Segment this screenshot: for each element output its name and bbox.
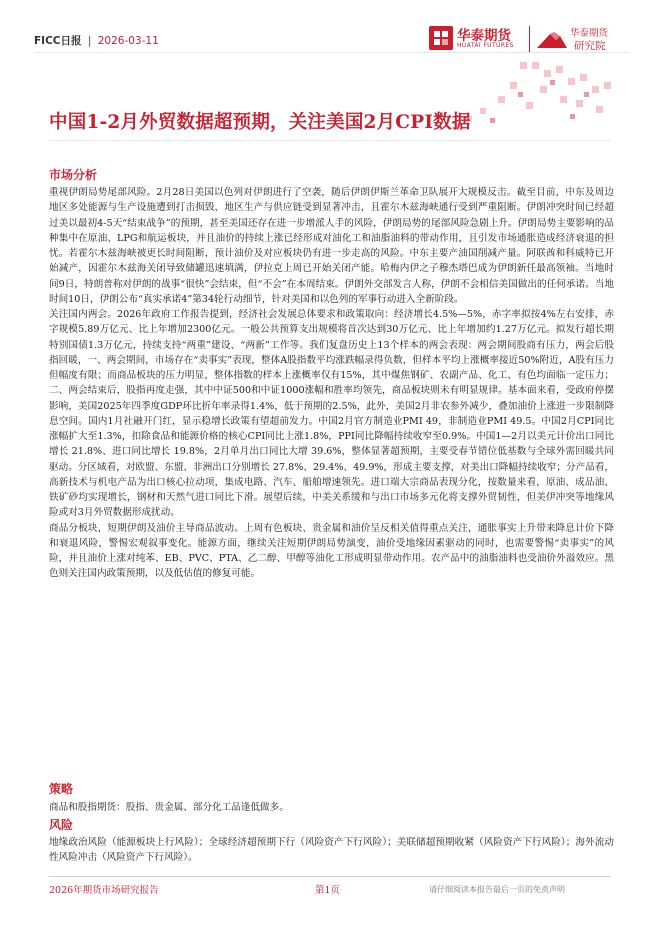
mountain-logo-icon — [536, 28, 568, 54]
analysis-heading: 市场分析 — [49, 168, 98, 182]
analysis-paragraph: 关注国内两会。2026年政府工作报告提到，经济社会发展总体要求和政策取向：经济增长4.5%—5%，赤字率拟按4%左右安排，赤字规模5.89万亿元、比上年增加2300亿元。一般公共预算支出规模将首次达到30万亿元、比上年增加约1.27万亿元。拟发行超长期特别国债1.3万亿元，持续支持“两重”建设、“两新”工作等。我们复盘历史上13个样本的两会表现：两会期间股商有压力，两会后股指回暖，一、两会期间，市场存在“卖事实”表现，整体A股指数平均涨跌幅录得负数，但样本平均上涨概率接近50%附近，A股有压力但幅度有限；而商品板块的压力明显，整体指数的样本上涨概率仅有15%，其中煤焦钢矿、农副产品、化工、有色均面临一定压力；二、两会结束后，股指再度走强，其中中证500和中证1000涨幅和胜率均领先，商品板块则未有明显规律。基本面来看，受政府停摆影响，美国2025年四季度GDP环比折年率录得1.4%，低于预期的2.5%，此外，美国2月非农参外减少，叠加油价上涨进一步限制降息空间。国内1月社融开门红，显示稳增长政策有望超前发力。中国2月官方制造业PMI 49，非制造业PMI 49.5。中国2月CPI同比涨幅扩大至1.3%，扣除食品和能源价格的核心CPI同比上涨1.8%，PPI同比降幅持续收窄至0.9%。中国1—2月以美元计价出口同比增长 21.8%、进口同比增长 19.8%，2月单月出口同比大增 39.6%，整体显著超预期，主要受春节错位低基数与全球外需回暖共同驱动。分区域看，对欧盟、东盟、非洲出口分别增长 27.8%、29.4%、49.9%，形成主要支撑，对美出口降幅持续收窄；分产品看，高新技术与机电产品为出口核心拉动项，集成电路、汽车、船舶增速领先。进口端大宗商品表现分化，按数量来看，原油、成品油、铁矿砂均实现增长，钢材和天然气进口同比下滑。展望后续，中美关系缓和与出口市场多元化将支撑外贸韧性，但美伊冲突等地缘风险或对3月外贸数据形成扰动。 — [49, 309, 614, 519]
report-title: 中国1-2月外贸数据超预期，关注美国2月CPI数据 — [49, 112, 471, 133]
institute-name-line2: 研究院 — [574, 40, 606, 52]
logo-divider — [529, 26, 530, 52]
institute-name-line1: 华泰期货 — [570, 28, 609, 39]
analysis-paragraph: 重视伊朗局势尾部风险。2月28日美国以色列对伊朗进行了空袭，随后伊朗伊斯兰革命卫队展开大规模反击。截至目前，中东及周边地区多处能源与生产设施遭到打击损毁，地区生产与供应链受到显著冲击，且霍尔木兹海峡通行受到严重阻断。伊朗冲突时间已经超过美以最初4-5天“结束战争”的预期，甚至美国还存在进一步增派人手的风险，伊朗局势的尾部风险急剧上升。伊朗局势主要影响的品种集中在原油、LPG和航运板块，并且油价的持续上涨已经形成对油化工和油脂油料的带动作用，且引发市场通胀造成经济衰退的担忧。若霍尔木兹海峡被更长时间阻断，预计油价及对应板块仍有进一步走高的风险。中东主要产油国削减产量。阿联酋和科威特已开始减产，因霍尔木兹海关闭导致储罐迅速填满，伊拉克上周已开始关闭产能。哈梅内伊之子穆杰塔巴成为伊朗新任最高领袖。当地时间9日，特朗普称对伊朗的战事“很快”会结束，但“不会”在本周结束。伊朗外交部发言人称，伊朗不会相信美国做出的任何承诺。当地时间10日，伊朗公布“真实承诺4”第34轮行动细节，针对美国和以色列的军事行动进入全新阶段。 — [49, 187, 614, 305]
risk-body: 地缘政治风险（能源板块上行风险）；全球经济超预期下行（风险资产下行风险）；美联储超预期收紧（风险资产下行风险）；海外流动性风险冲击（风险资产下行风险）。 — [49, 837, 614, 864]
footer-report-series: 2026年期货市场研究报告 — [49, 885, 159, 896]
report-brand: FICC日报 — [34, 35, 82, 47]
disclaimer-note: 请仔细阅读本报告最后一页的免责声明 — [429, 885, 565, 894]
title-rule — [49, 140, 611, 141]
page-number: 第1页 — [315, 885, 341, 896]
report-date: 2026-03-11 — [97, 35, 159, 47]
huatai-futures-logo — [429, 24, 525, 54]
risk-heading: 风险 — [49, 818, 74, 832]
logo-chinese-name: 华泰期货 — [457, 28, 511, 44]
header-rule — [34, 52, 628, 53]
analysis-body — [49, 185, 614, 582]
footer-rule — [49, 876, 611, 877]
huatai-logo-icon — [429, 26, 453, 50]
page-header — [0, 0, 662, 60]
strategy-heading: 策略 — [49, 782, 74, 796]
report-tag — [34, 33, 159, 48]
strategy-body: 商品和股指期货：股指、贵金属、部分化工品逢低做多。 — [49, 802, 289, 813]
analysis-paragraph: 商品分板块，短期伊朗及油价主导商品波动。上周有色板块、贵金属和油价呈反相关值得重点关注，通胀事实上升带来降息计价下降和衰退风险，警惕宏观叙事变化。能源方面，继续关注短期伊朗局势演变，油价受地缘因素驱动的同时，也需要警惕“卖事实”的风险，并且油价上涨对纯苯、EB、PVC、PTA、乙二醇、甲醇等油化工形成明显带动作用。农产品中的油脂油料也受油价外溢效应。黑色则关注国内政策预期，以及低估值的修复可能。 — [49, 522, 614, 580]
logo-english-name: HUATAI FUTURES — [457, 42, 514, 49]
header-separator: | — [87, 35, 92, 47]
